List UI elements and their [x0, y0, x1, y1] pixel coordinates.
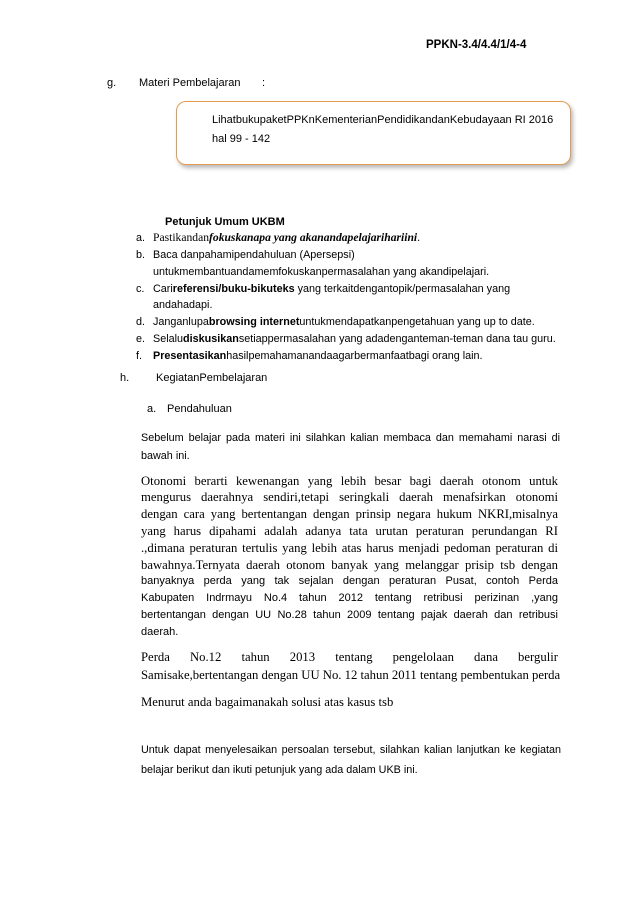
- narrative-line-text: dengan cara yang bertentangan dengan prinsip negara hukum NKRI,misalnya: [141, 507, 558, 522]
- item-text-plain: Selalu: [153, 333, 184, 346]
- narrative-line: [141, 489, 558, 506]
- narrative-line: [141, 557, 558, 574]
- item-text-emphasis: Presentasikan: [153, 350, 227, 363]
- intro-line: [141, 447, 560, 465]
- item-text: Baca danpahamipendahuluan (Apersepsi): [153, 248, 355, 261]
- item-text-plain: hasilpemahamanandaagarbermanfaatbagi orang lain.: [226, 350, 483, 363]
- item-text: [153, 331, 556, 348]
- perda-paragraph: [141, 648, 561, 684]
- item-marker: c.: [136, 282, 145, 295]
- perda-line: [141, 648, 558, 666]
- item-marker: a.: [136, 232, 146, 244]
- section-h-marker: h.: [120, 372, 130, 384]
- intro-line-text: Sebelum belajar pada materi ini silahkan kalian membaca dan memahami narasi di: [141, 432, 560, 444]
- item-text-emphasis: referensi/buku-bikuteks: [172, 282, 295, 295]
- narrative-line-text: yang harus dipahami adalah adanya tata urutan peraturan perundangan RI: [141, 523, 558, 538]
- item-text-plain: yang terkaitdengantopik/permasalahan yang: [294, 282, 511, 295]
- narrative-line: [141, 540, 558, 557]
- narrative-line: [141, 473, 558, 490]
- narrative-line: [141, 506, 558, 523]
- closing-line: [141, 740, 561, 760]
- item-text: [153, 230, 556, 247]
- reference-box-line: hal 99 - 142: [212, 133, 271, 145]
- item-text-plain: .: [417, 231, 421, 244]
- perda-line-text: Perda No.12 tahun 2013 tentang pengelolaan dana bergulir: [141, 650, 558, 664]
- item-text-emphasis: browsing internet: [208, 316, 300, 329]
- item-text-plain: untukmendapatkanpengetahuan yang up to date.: [299, 316, 535, 329]
- narrative-line-text: Kabupaten Indrmayu No.4 tahun 2012 tentang retribusi perizinan ,yang: [141, 592, 558, 605]
- instruction-item: [136, 331, 556, 348]
- item-marker: f.: [136, 350, 142, 363]
- item-text-emphasis: diskusikan: [183, 333, 239, 346]
- narrative-line: [141, 573, 558, 590]
- narrative-line-text: bertentangan dengan UU No.28 tahun 2009 tentang pajak daerah dan retribusi: [141, 608, 558, 621]
- intro-line-text: bawah ini.: [141, 450, 190, 462]
- item-text-emphasis: fokuskanapa yang akanandapelajarihariini: [209, 231, 418, 244]
- item-text-plain: Janganlupa: [153, 316, 209, 329]
- item-marker: e.: [136, 333, 146, 346]
- narrative-line-text: bawahnya.Ternyata daerah otonom banyak yang melanggar prisip tsb dengan: [141, 557, 558, 572]
- narrative-line: [141, 523, 558, 540]
- section-g-colon: :: [262, 77, 266, 89]
- instruction-list: [136, 230, 556, 365]
- closing-line-text: belajar berikut dan ikuti petunjuk yang ada dalam UKB ini.: [141, 764, 418, 776]
- narrative-line-text: mengurus daerahnya sendiri,tetapi seringkali daerah menafsirkan otonomi: [141, 490, 558, 505]
- instructions-title: Petunjuk Umum UKBM: [165, 216, 285, 228]
- instruction-item: [136, 247, 556, 281]
- narrative-line: [141, 624, 558, 641]
- reference-box-line: LihatbukupaketPPKnKementerianPendidikandanKebudayaan RI 2016: [212, 114, 554, 126]
- narrative-line: [141, 607, 558, 624]
- section-g-label: Materi Pembelajaran: [139, 77, 241, 89]
- item-text-plain: setiappermasalahan yang adadenganteman-teman dana tau guru.: [238, 333, 556, 346]
- item-marker: b.: [136, 248, 146, 261]
- closing-line: [141, 760, 561, 780]
- narrative-line-text: banyaknya perda yang tak sejalan dengan peraturan Pusat, contoh Perda: [141, 575, 558, 588]
- narrative-line-text: daerah.: [141, 625, 179, 638]
- closing-line-text: Untuk dapat menyelesaikan persoalan tersebut, silahkan kalian lanjutkan ke kegiatan: [141, 744, 561, 756]
- narrative-line: [141, 590, 558, 607]
- item-text: untukmembantuandamemfokuskanpermasalahan yang akandipelajari.: [153, 265, 490, 278]
- subsection-marker: a.: [147, 403, 157, 415]
- document-code: PPKN-3.4/4.4/1/4-4: [426, 39, 527, 51]
- item-text: andahadapi.: [153, 299, 213, 312]
- item-text-plain: Cari: [153, 282, 173, 295]
- instruction-item: [136, 348, 556, 365]
- closing-paragraph: [141, 740, 561, 780]
- item-text-plain: Pastikandan: [153, 231, 210, 244]
- item-text: [153, 314, 556, 331]
- intro-line: [141, 429, 560, 447]
- section-g-marker: g.: [107, 77, 117, 89]
- reference-box: [176, 101, 571, 165]
- perda-line: [141, 666, 561, 684]
- intro-paragraph: [141, 429, 560, 465]
- subsection-label: Pendahuluan: [167, 403, 232, 415]
- section-h-label: KegiatanPembelajaran: [156, 372, 268, 384]
- instruction-item: [136, 230, 556, 247]
- item-marker: d.: [136, 316, 146, 329]
- instruction-item: [136, 314, 556, 331]
- question-paragraph: [141, 693, 558, 711]
- item-text: [153, 281, 556, 298]
- item-text: [153, 348, 556, 365]
- narrative-line-text: Otonomi berarti kewenangan yang lebih besar bagi daerah otonom untuk: [141, 473, 558, 488]
- perda-line-text: Samisake,bertentangan dengan UU No. 12 tahun 2011 tentang pembentukan perda: [141, 668, 561, 682]
- question-text: Menurut anda bagaimanakah solusi atas kasus tsb: [141, 695, 394, 709]
- narrative-paragraph: [141, 473, 558, 641]
- instruction-item: [136, 281, 556, 315]
- narrative-line-text: .,dimana peraturan tertulis yang lebih atas harus menjadi pedoman peraturan di: [141, 540, 558, 555]
